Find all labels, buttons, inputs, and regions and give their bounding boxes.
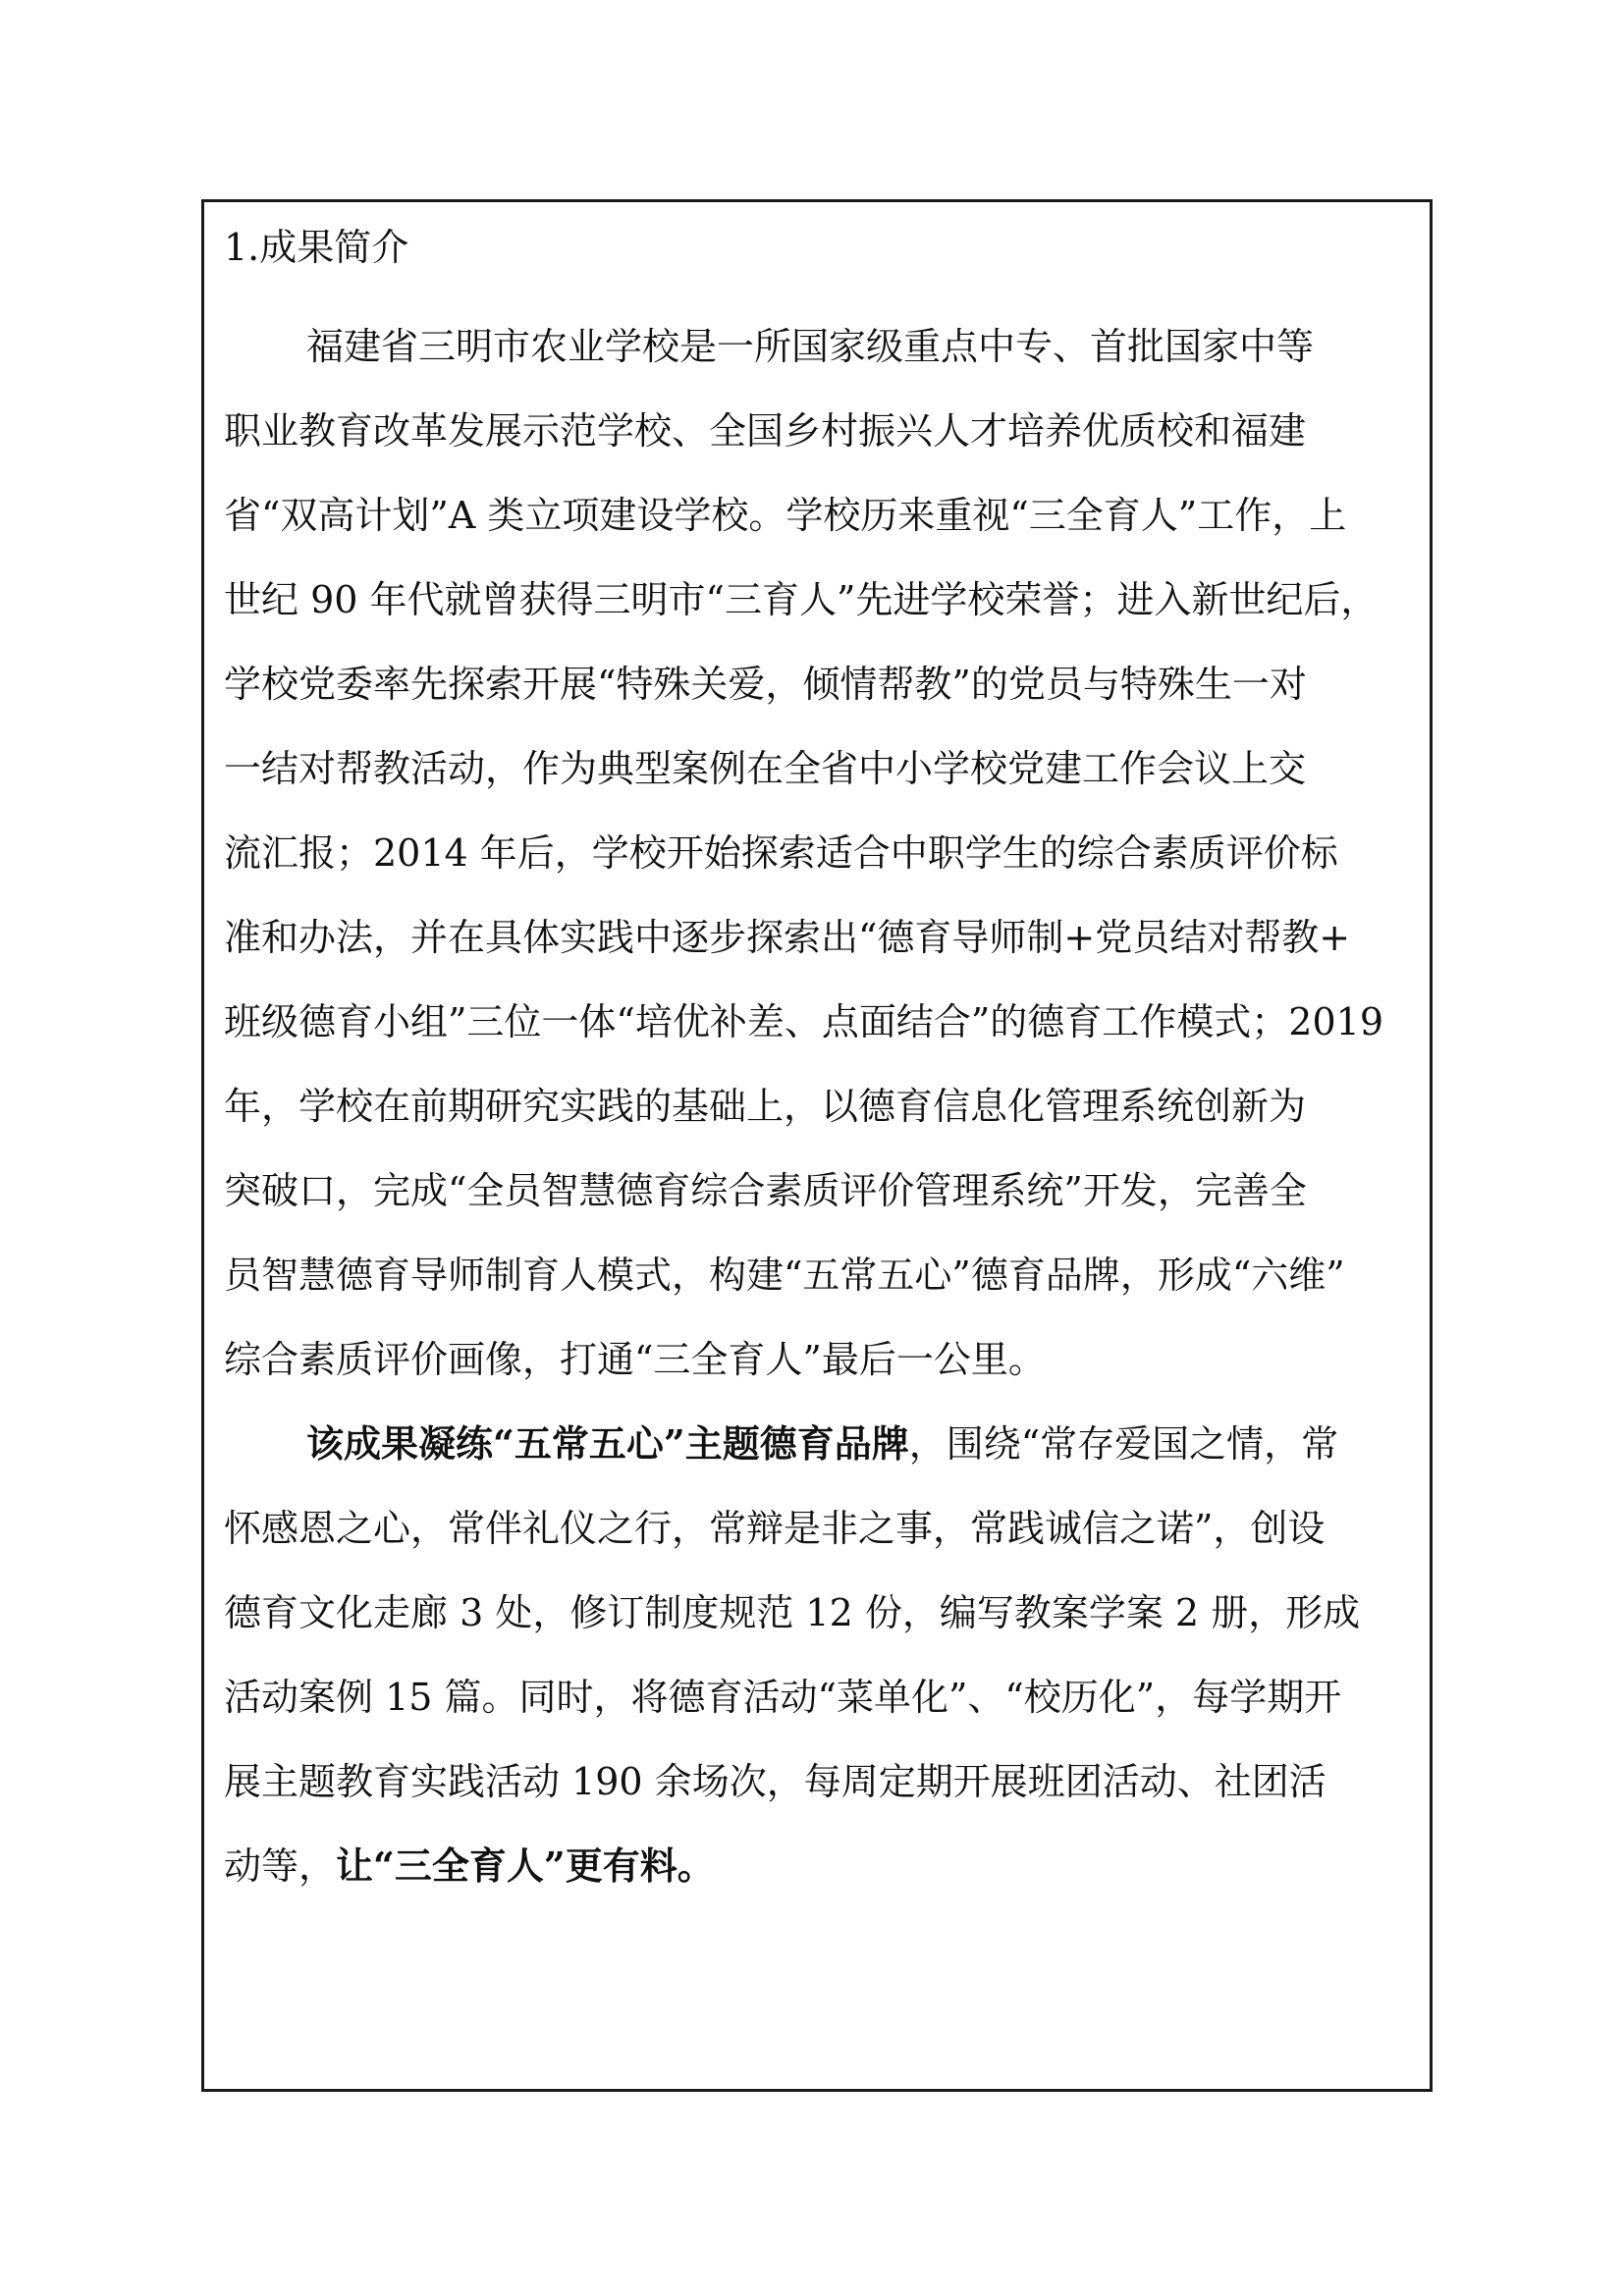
content-frame [201, 199, 1433, 2092]
paragraph-line: 班级德育小组”三位一体“培优补差、点面结合”的德育工作模式；2019 [224, 1000, 1383, 1043]
paragraph-line: 准和办法，并在具体实践中逐步探索出“德育导师制+党员结对帮教+ [224, 916, 1351, 959]
paragraph-line: 员智慧德育导师制育人模式，构建“五常五心”德育品牌，形成“六维” [224, 1254, 1345, 1297]
closing-text: 动等， [224, 1844, 337, 1888]
paragraph-line: 展主题教育实践活动 190 余场次，每周定期开展班团活动、社团活 [224, 1760, 1326, 1803]
lead-rest-text: ，围绕“常存爱国之情，常 [908, 1422, 1339, 1466]
bold-lead-text: 该成果凝练“五常五心”主题德育品牌 [306, 1421, 909, 1466]
paragraph-line: 福建省三明市农业学校是一所国家级重点中专、首批国家中等 [306, 325, 1315, 368]
paragraph-line: 流汇报；2014 年后，学校开始探索适合中职学生的综合素质评价标 [224, 831, 1338, 875]
paragraph-line: 年，学校在前期研究实践的基础上，以德育信息化管理系统创新为 [224, 1085, 1307, 1128]
paragraph-line: 活动案例 15 篇。同时，将德育活动“菜单化”、“校历化”，每学期开 [224, 1676, 1342, 1719]
paragraph-line: 突破口，完成“全员智慧德育综合素质评价管理系统”开发，完善全 [224, 1169, 1307, 1212]
paragraph-line [224, 1824, 1414, 1908]
paragraph-line: 职业教育改革发展示范学校、全国乡村振兴人才培养优质校和福建 [224, 409, 1307, 453]
intro-paragraph [224, 304, 1414, 1402]
paragraph-line: 一结对帮教活动，作为典型案例在全省中小学校党建工作会议上交 [224, 747, 1307, 790]
document-body [224, 220, 1414, 1908]
paragraph-line [224, 1402, 1414, 1486]
paragraph-line: 学校党委率先探索开展“特殊关爱，倾情帮教”的党员与特殊生一对 [224, 663, 1307, 706]
paragraph-line: 综合素质评价画像，打通“三全育人”最后一公里。 [224, 1338, 1046, 1381]
paragraph-line: 德育文化走廊 3 处，修订制度规范 12 份，编写教案学案 2 册，形成 [224, 1591, 1361, 1634]
achievement-paragraph [224, 1402, 1414, 1908]
bold-closing-text: 让“三全育人”更有料。 [336, 1843, 715, 1888]
paragraph-line: 怀感恩之心，常伴礼仪之行，常辩是非之事，常践诚信之诺”，创设 [224, 1507, 1326, 1550]
paragraph-line: 世纪 90 年代就曾获得三明市“三育人”先进学校荣誉；进入新世纪后， [224, 578, 1379, 621]
section-heading: 1.成果简介 [224, 226, 409, 269]
paragraph-line: 省“双高计划”A 类立项建设学校。学校历来重视“三全育人”工作，上 [224, 494, 1347, 537]
